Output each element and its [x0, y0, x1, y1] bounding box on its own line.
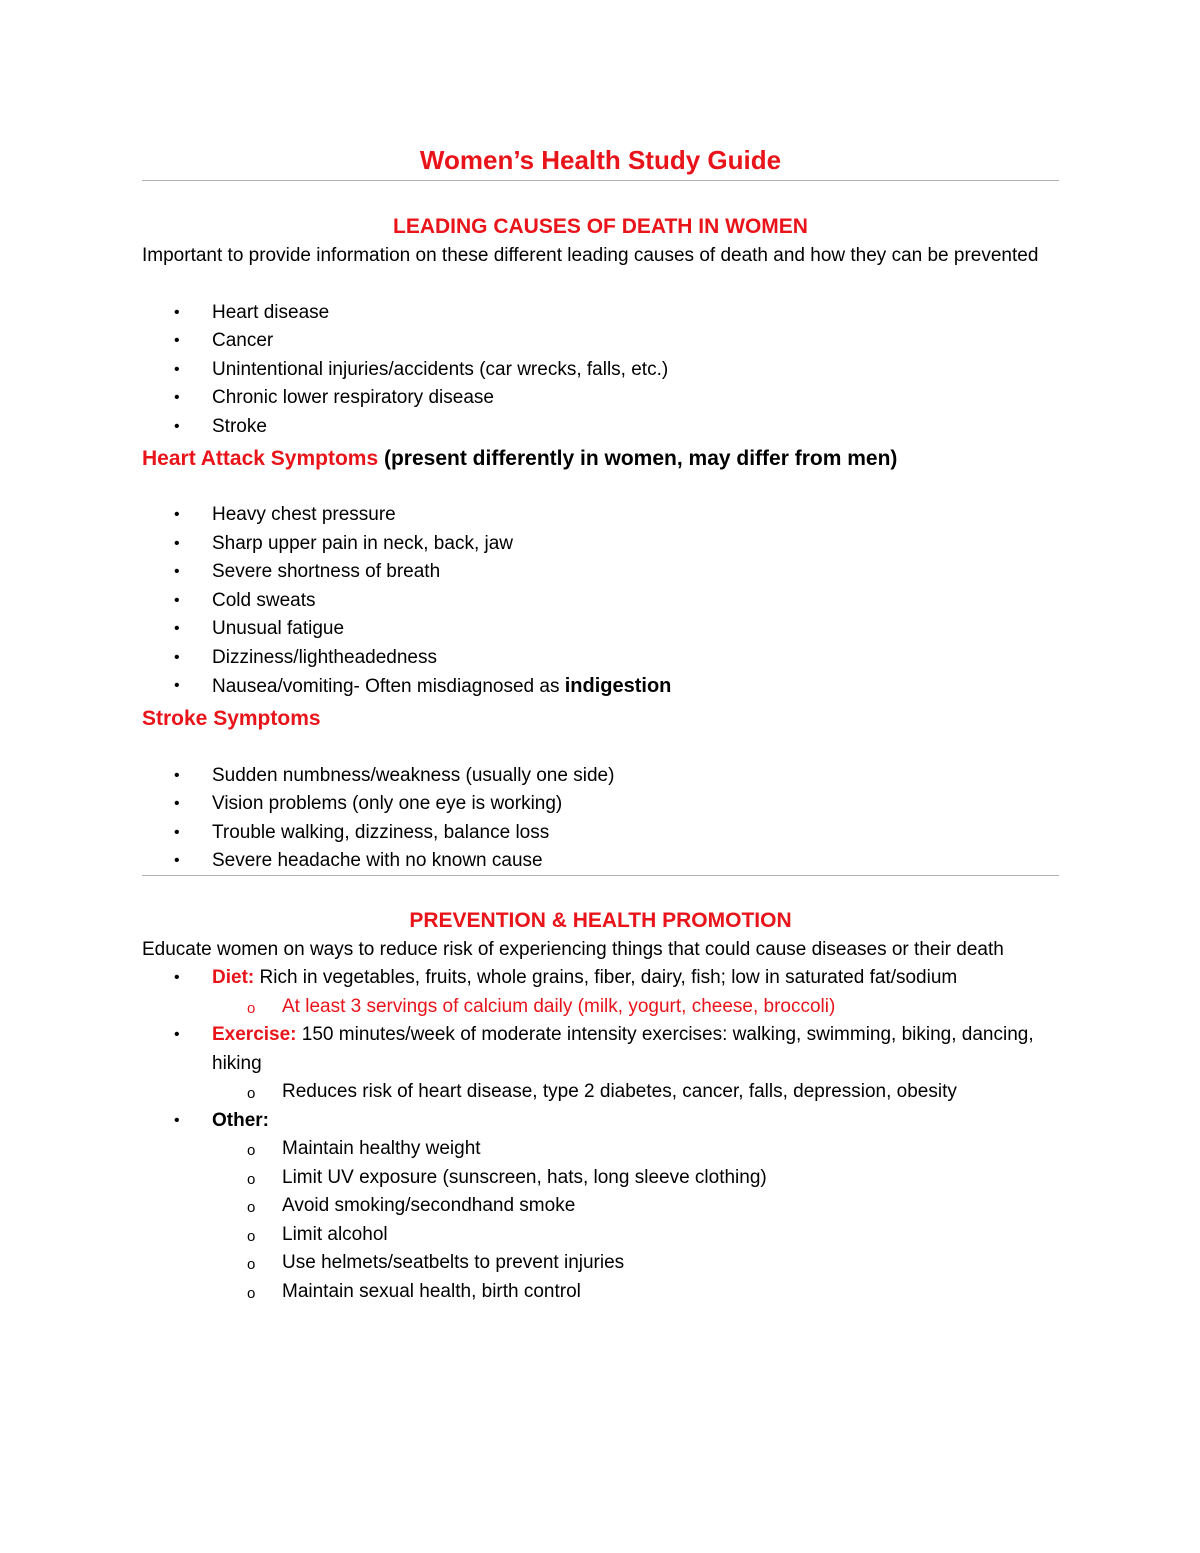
list-item: • Severe headache with no known cause: [142, 847, 1059, 876]
bullet-icon: •: [174, 389, 180, 406]
circle-bullet-icon: o: [247, 1227, 256, 1245]
circle-bullet-icon: o: [247, 1142, 256, 1159]
bullet-icon: •: [174, 534, 180, 552]
sub-list-item: o Avoid smoking/secondhand smoke: [142, 1192, 1059, 1221]
bullet-icon: •: [174, 417, 180, 435]
sub-list-item: o At least 3 servings of calcium daily (milk, yogurt, cheese, broccoli): [142, 993, 1059, 1022]
bullet-icon: •: [174, 332, 180, 349]
sub-list-item: o Maintain sexual health, birth control: [142, 1278, 1059, 1307]
list-item: • Sudden numbness/weakness (usually one side): [142, 762, 1059, 791]
leading-causes-intro: Important to provide information on these different leading causes of death and how they can be prevented: [142, 245, 1039, 266]
prevention-list: [142, 964, 1059, 1306]
list-item: • Cold sweats: [142, 587, 1059, 616]
list-item: • Nausea/vomiting- Often misdiagnosed as indigestion: [142, 672, 1059, 702]
bullet-icon: •: [174, 852, 180, 869]
list-item: • Unusual fatigue: [142, 615, 1059, 644]
list-item: • Heavy chest pressure: [142, 501, 1059, 530]
bullet-icon: •: [174, 563, 180, 580]
bullet-icon: •: [174, 1111, 180, 1129]
list-item: • Vision problems (only one eye is working): [142, 790, 1059, 819]
bullet-icon: •: [174, 1026, 180, 1043]
prevention-heading: PREVENTION & HEALTH PROMOTION: [409, 908, 792, 932]
bullet-icon: •: [174, 360, 180, 378]
list-item-exercise: • Exercise: 150 minutes/week of moderate intensity exercises: walking, swimming, biking, dancing, hiking o Reduces risk of heart disease, type 2 diabetes, cancer, falls, depression, obesity: [142, 1021, 1059, 1107]
prevention-intro: Educate women on ways to reduce risk of experiencing things that could cause diseases or their death: [142, 938, 1004, 960]
stroke-heading: Stroke Symptoms: [142, 706, 321, 730]
leading-causes-heading: LEADING CAUSES OF DEATH IN WOMEN: [393, 215, 808, 238]
leading-causes-list: [142, 299, 1059, 442]
list-item: • Unintentional injuries/accidents (car wrecks, falls, etc.): [142, 356, 1059, 385]
document-page: [142, 140, 1059, 1306]
bullet-icon: •: [174, 620, 180, 637]
stroke-list: [142, 762, 1059, 876]
list-item: • Sharp upper pain in neck, back, jaw: [142, 530, 1059, 559]
bullet-icon: •: [174, 648, 180, 666]
list-item-diet: • Diet: Rich in vegetables, fruits, whole grains, fiber, dairy, fish; low in saturated fat/sodium o At least 3 servings of calcium daily (milk, yogurt, cheese, broccoli): [142, 964, 1059, 1021]
list-item-other: • Other: o Maintain healthy weight o Limit UV exposure (sunscreen, hats, long sleeve clothing) o Avoid smoking/secondhand smoke o Limit alcohol o Use helmets/seatbelts to prevent injuries o Maintain sexual health, birth control: [142, 1107, 1059, 1307]
list-item: • Cancer: [142, 327, 1059, 356]
heart-attack-list: [142, 501, 1059, 702]
list-item: • Severe shortness of breath: [142, 558, 1059, 587]
sub-list-item: o Limit UV exposure (sunscreen, hats, long sleeve clothing): [142, 1164, 1059, 1193]
heart-attack-heading: Heart Attack Symptoms (present differently in women, may differ from men): [142, 447, 898, 470]
circle-bullet-icon: o: [247, 1284, 256, 1302]
sub-list-item: o Limit alcohol: [142, 1221, 1059, 1250]
bullet-icon: •: [174, 969, 180, 986]
bullet-icon: •: [174, 591, 180, 609]
sub-list-item: o Reduces risk of heart disease, type 2 diabetes, cancer, falls, depression, obesity: [142, 1078, 1059, 1107]
list-item: • Heart disease: [142, 299, 1059, 328]
sub-list-item: o Use helmets/seatbelts to prevent injuries: [142, 1249, 1059, 1278]
list-item: • Stroke: [142, 413, 1059, 442]
bullet-icon: •: [174, 506, 180, 523]
page-title: Women’s Health Study Guide: [419, 145, 782, 175]
list-item: • Dizziness/lightheadedness: [142, 644, 1059, 673]
circle-bullet-icon: o: [247, 999, 256, 1017]
circle-bullet-icon: o: [247, 1256, 256, 1273]
bullet-icon: •: [174, 303, 180, 321]
bullet-icon: •: [174, 795, 180, 812]
circle-bullet-icon: o: [247, 1170, 256, 1188]
bullet-icon: •: [174, 823, 180, 841]
bullet-icon: •: [174, 677, 180, 694]
list-item: • Chronic lower respiratory disease: [142, 384, 1059, 413]
circle-bullet-icon: o: [247, 1085, 256, 1102]
circle-bullet-icon: o: [247, 1199, 256, 1216]
bullet-icon: •: [174, 766, 180, 784]
sub-list-item: o Maintain healthy weight: [142, 1135, 1059, 1164]
list-item: • Trouble walking, dizziness, balance loss: [142, 819, 1059, 848]
